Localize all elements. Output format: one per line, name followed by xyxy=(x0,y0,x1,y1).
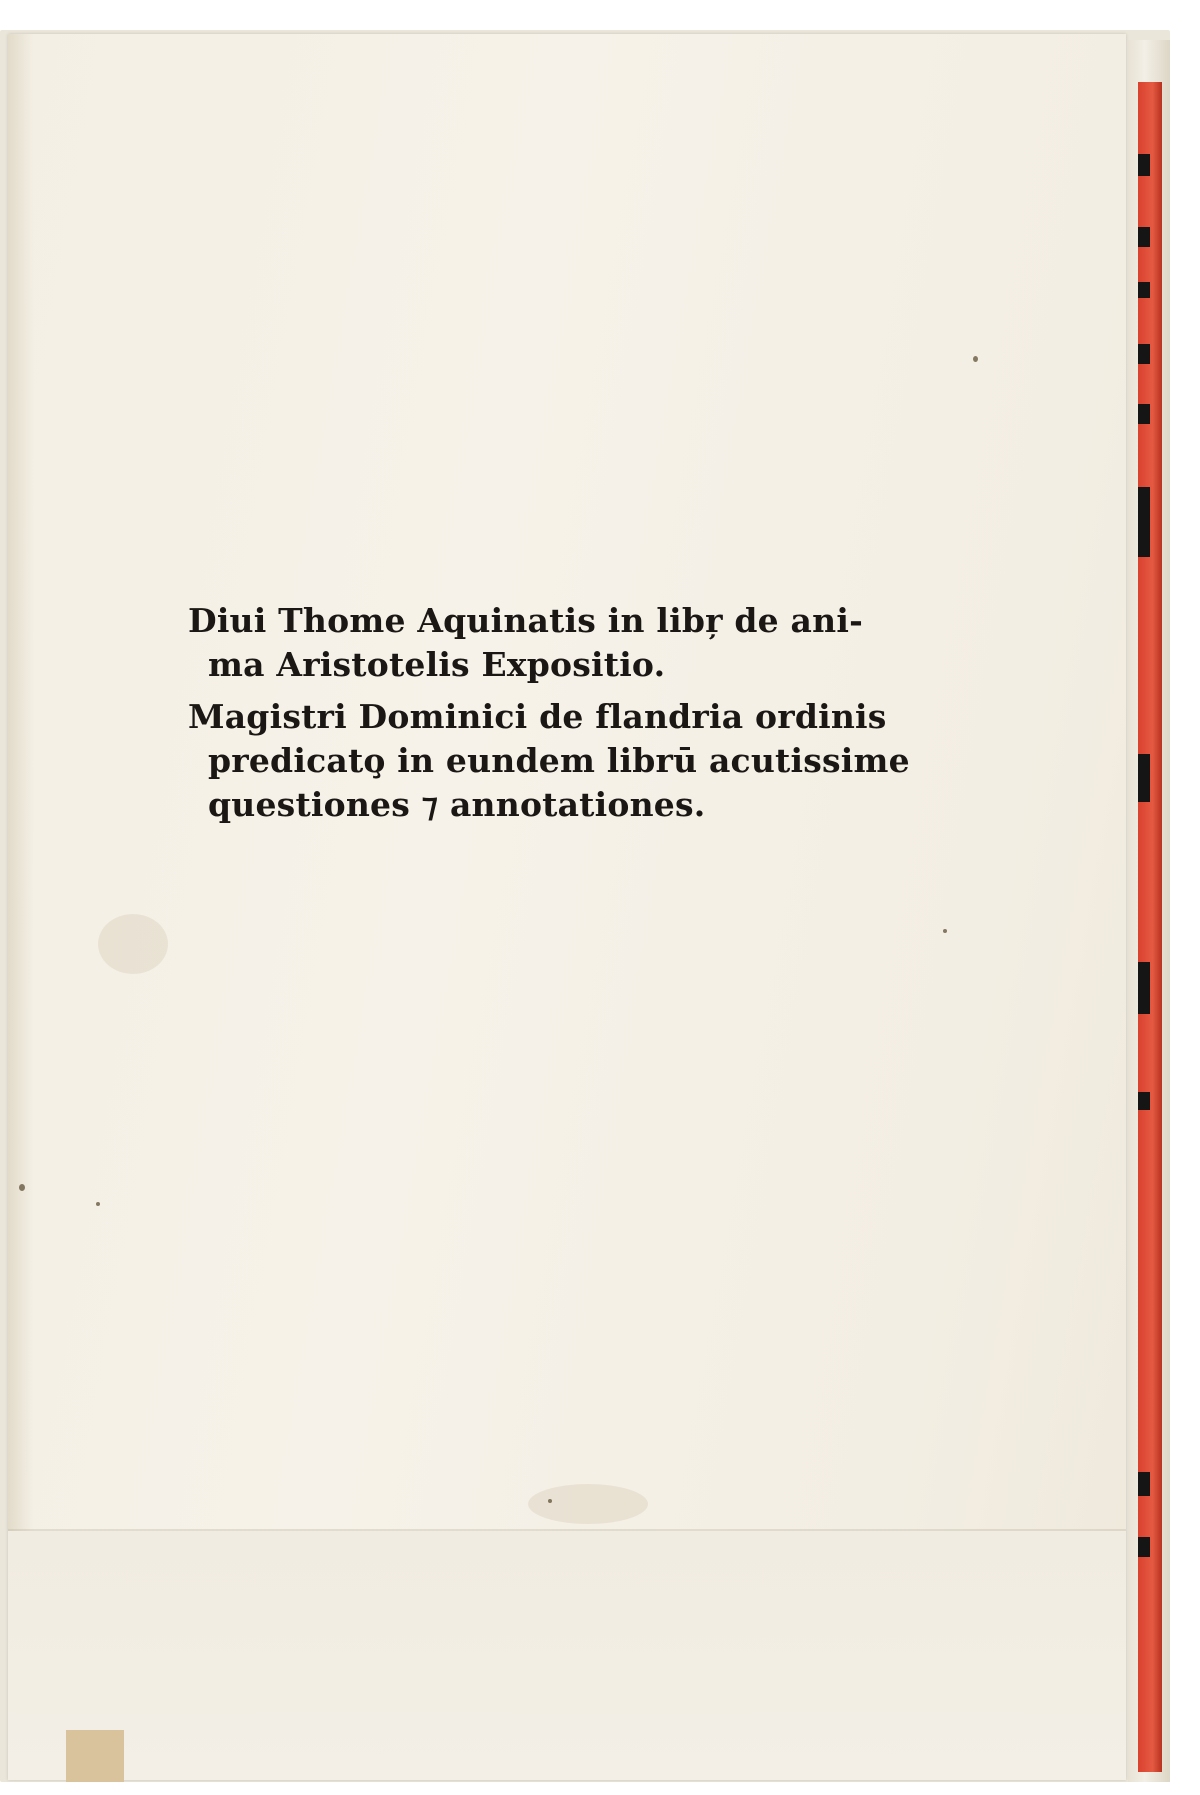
title-text-block xyxy=(188,599,908,835)
foxing-spot xyxy=(548,1499,552,1503)
binding-mark xyxy=(1138,282,1150,298)
binding-mark xyxy=(1138,1472,1150,1496)
paper-stain xyxy=(98,914,168,974)
work-title-line-1: Diui Thome Aquinatis in libŗ de ani- xyxy=(188,601,863,640)
foxing-spot xyxy=(943,929,947,933)
binding-mark xyxy=(1138,487,1150,557)
leaf-fold-line xyxy=(8,1529,1126,1531)
leaf-lower-margin xyxy=(8,1531,1126,1780)
binding-mark xyxy=(1138,227,1150,247)
binding-mark xyxy=(1138,404,1150,424)
binding-mark xyxy=(1138,962,1150,1014)
work-title-line-2: ma Aristotelis Expositio. xyxy=(208,645,666,684)
foxing-spot xyxy=(96,1202,100,1206)
work-title xyxy=(188,599,908,687)
hinge-tape xyxy=(66,1730,124,1782)
foxing-spot xyxy=(19,1184,25,1191)
title-leaf xyxy=(8,34,1126,1780)
commentary-title-line-1: Magistri Dominici de flandria ordinis xyxy=(188,697,887,736)
binding-mark xyxy=(1138,344,1150,364)
foxing-spot xyxy=(973,356,978,362)
binding-mark xyxy=(1138,754,1150,802)
binding-mark xyxy=(1138,154,1150,176)
binding-strip xyxy=(1138,82,1162,1772)
paper-stain xyxy=(528,1484,648,1524)
binding-mark xyxy=(1138,1092,1150,1110)
commentary-title-line-2: predicato̧ in eundem librū acutissime xyxy=(208,741,910,780)
commentary-title-line-3: questiones ⁊ annotationes. xyxy=(208,785,706,824)
commentary-title xyxy=(188,695,908,827)
binding-mark xyxy=(1138,1537,1150,1557)
leaf-gutter-shadow xyxy=(8,34,34,1780)
